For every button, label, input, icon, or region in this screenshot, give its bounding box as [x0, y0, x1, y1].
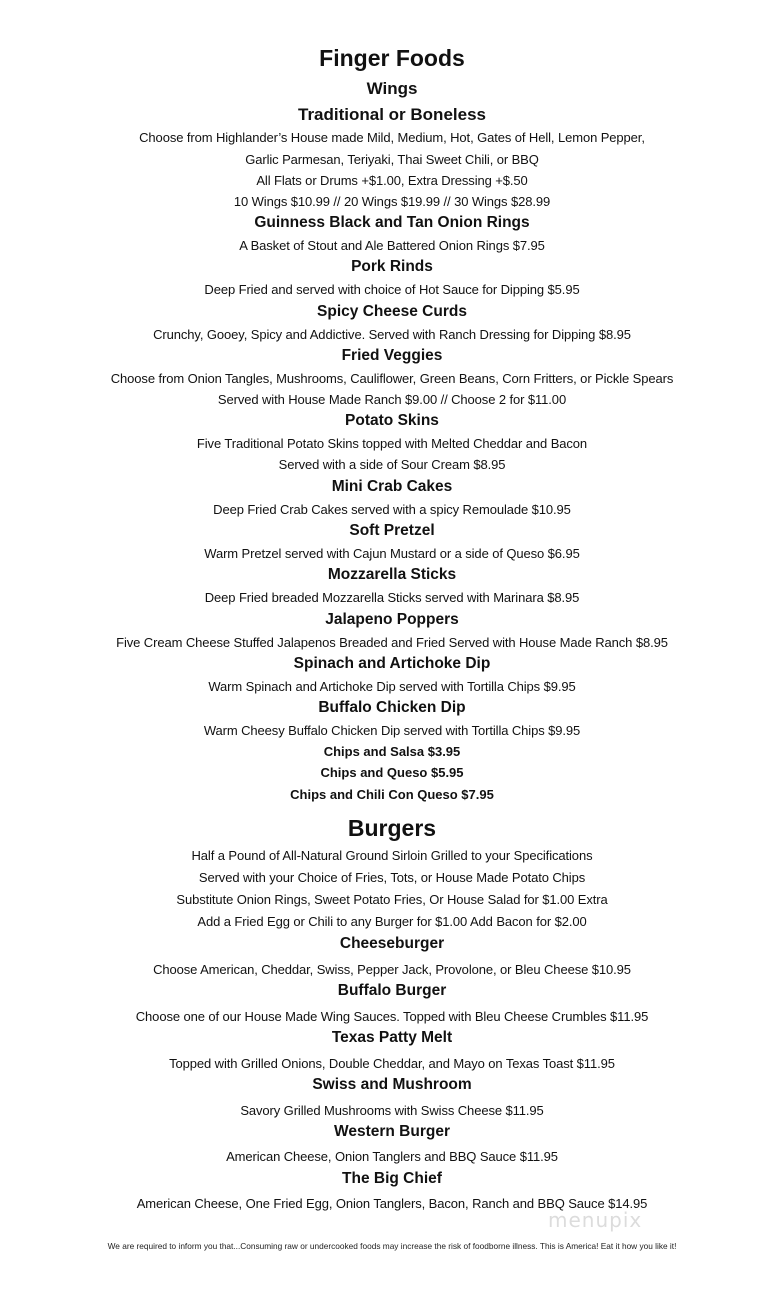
menu-item-desc: Served with a side of Sour Cream $8.95 [278, 457, 506, 472]
burgers-intro-line: Served with your Choice of Fries, Tots, or House Made Potato Chips [198, 870, 586, 885]
menu-item-title: Guinness Black and Tan Onion Rings [254, 214, 530, 231]
menu-item-desc: A Basket of Stout and Ale Battered Onion Rings $7.95 [239, 238, 545, 253]
wings-desc-line: Garlic Parmesan, Teriyaki, Thai Sweet Chili, or BBQ [245, 152, 539, 167]
menu-item-title: Pork Rinds [351, 258, 433, 275]
chips-item: Chips and Salsa $3.95 [323, 744, 461, 759]
menu-item-desc: Crunchy, Gooey, Spicy and Addictive. Served with Ranch Dressing for Dipping $8.95 [153, 327, 631, 342]
burgers-intro-line: Substitute Onion Rings, Sweet Potato Fries, Or House Salad for $1.00 Extra [176, 892, 608, 907]
burger-item-desc: Choose one of our House Made Wing Sauces. Topped with Bleu Cheese Crumbles $11.95 [135, 1009, 649, 1024]
wings-desc-line: Choose from Highlander’s House made Mild, Medium, Hot, Gates of Hell, Lemon Pepper, [139, 130, 645, 145]
burger-item-title: Buffalo Burger [337, 982, 447, 999]
burger-item-title: Cheeseburger [339, 935, 445, 952]
menu-item-desc: Five Traditional Potato Skins topped with Melted Cheddar and Bacon [196, 436, 588, 451]
burgers-intro-line: Half a Pound of All-Natural Ground Sirloin Grilled to your Specifications [191, 848, 593, 863]
menu-item-title: Buffalo Chicken Dip [318, 699, 466, 716]
menu-item-desc: Served with House Made Ranch $9.00 // Choose 2 for $11.00 [217, 392, 567, 407]
burger-item-desc: American Cheese, One Fried Egg, Onion Tanglers, Bacon, Ranch and BBQ Sauce $14.95 [136, 1196, 648, 1211]
burger-item-title: Texas Patty Melt [331, 1029, 453, 1046]
menu-item-title: Fried Veggies [341, 347, 443, 364]
chips-item: Chips and Chili Con Queso $7.95 [290, 787, 494, 802]
burger-item-title: Swiss and Mushroom [312, 1076, 472, 1093]
menu-item-desc: Deep Fried and served with choice of Hot Sauce for Dipping $5.95 [204, 282, 580, 297]
menu-item-title: Soft Pretzel [349, 522, 435, 539]
menu-item-desc: Deep Fried Crab Cakes served with a spicy Remoulade $10.95 [213, 502, 571, 517]
menu-item-title: Spinach and Artichoke Dip [293, 655, 491, 672]
burger-item-title: Western Burger [334, 1123, 450, 1140]
burger-item-desc: American Cheese, Onion Tanglers and BBQ Sauce $11.95 [226, 1149, 558, 1164]
wings-desc-line: All Flats or Drums +$1.00, Extra Dressing +$.50 [256, 173, 528, 188]
chips-item: Chips and Queso $5.95 [320, 765, 464, 780]
menu-item-title: Spicy Cheese Curds [317, 303, 467, 320]
burger-item-desc: Savory Grilled Mushrooms with Swiss Cheese $11.95 [240, 1103, 544, 1118]
menu-item-desc: Warm Cheesy Buffalo Chicken Dip served with Tortilla Chips $9.95 [203, 723, 581, 738]
burger-item-desc: Topped with Grilled Onions, Double Cheddar, and Mayo on Texas Toast $11.95 [169, 1056, 615, 1071]
wings-price-line: 10 Wings $10.99 // 20 Wings $19.99 // 30 Wings $28.99 [233, 194, 551, 209]
menu-item-title: Mozzarella Sticks [327, 566, 457, 583]
menu-item-desc: Five Cream Cheese Stuffed Jalapenos Breaded and Fried Served with House Made Ranch $8.95 [116, 635, 668, 650]
wings-title: Wings [366, 79, 418, 98]
menupix-watermark: menupix [548, 1208, 643, 1232]
burgers-intro-line: Add a Fried Egg or Chili to any Burger for $1.00 Add Bacon for $2.00 [197, 914, 587, 929]
burger-item-desc: Choose American, Cheddar, Swiss, Pepper Jack, Provolone, or Bleu Cheese $10.95 [153, 962, 631, 977]
menu-item-desc: Warm Spinach and Artichoke Dip served with Tortilla Chips $9.95 [208, 679, 576, 694]
finger-foods-title: Finger Foods [319, 45, 465, 71]
menu-item-title: Mini Crab Cakes [331, 478, 453, 495]
menu-item-desc: Choose from Onion Tangles, Mushrooms, Cauliflower, Green Beans, Corn Fritters, or Pickle Spears [110, 371, 674, 386]
burger-item-title: The Big Chief [342, 1170, 442, 1187]
menu-item-desc: Warm Pretzel served with Cajun Mustard or a side of Queso $6.95 [204, 546, 580, 561]
menu-item-title: Jalapeno Poppers [325, 611, 459, 628]
wings-subtitle: Traditional or Boneless [298, 105, 486, 124]
menu-item-desc: Deep Fried breaded Mozzarella Sticks served with Marinara $8.95 [204, 590, 580, 605]
burgers-title: Burgers [347, 815, 437, 841]
disclaimer-text: We are required to inform you that...Consuming raw or undercooked foods may increase the risk of foodborne illness. This is America! Eat it how you like it! [107, 1241, 677, 1251]
menu-item-title: Potato Skins [345, 412, 439, 429]
